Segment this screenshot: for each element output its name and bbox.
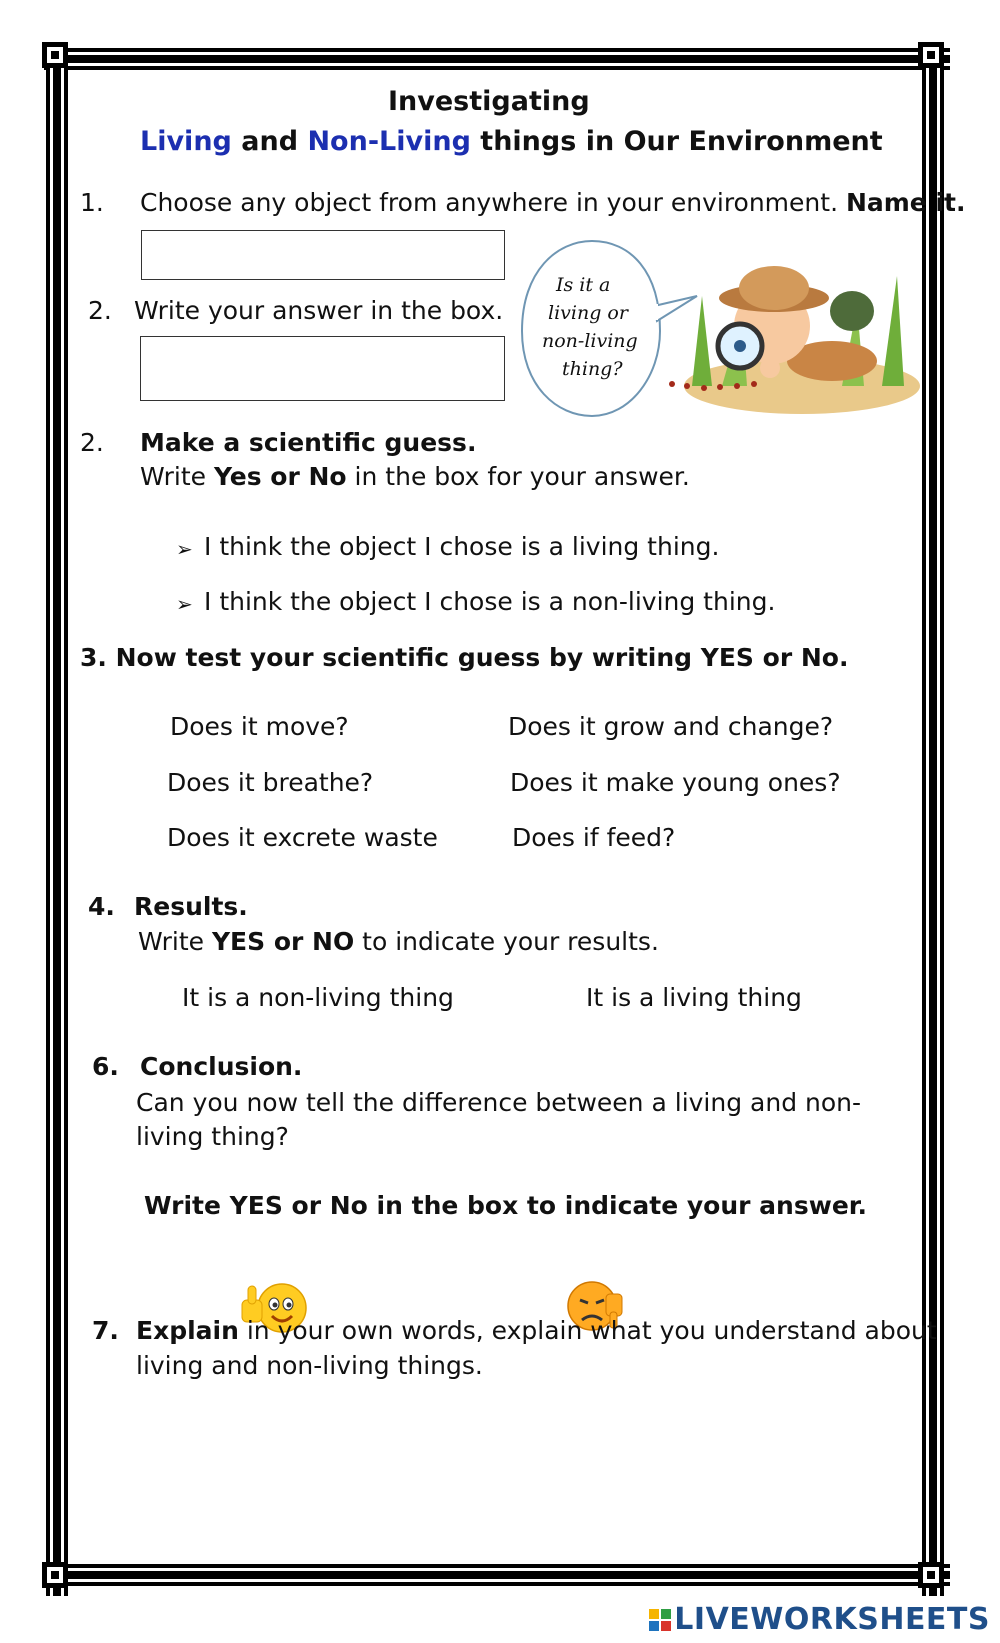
q7-line1 [136, 1316, 937, 1346]
q6-instruction: Write YES or No in the box to indicate your answer. [144, 1191, 868, 1220]
q2-instr-post: in the box for your answer. [346, 462, 690, 491]
bubble-line-3: non-living [542, 330, 638, 352]
frame-bottom-border [44, 1564, 950, 1586]
subtitle-rest: things in Our Environment [470, 126, 883, 157]
q7-line2: living and non-living things. [136, 1351, 483, 1380]
frame-left-border [46, 44, 68, 1596]
q7-number: 7. [92, 1316, 119, 1345]
subtitle-and: and [231, 126, 308, 157]
result-nonliving: It is a non-living thing [182, 983, 454, 1012]
q6-number: 6. [92, 1052, 119, 1081]
subtitle-living: Living [140, 126, 232, 157]
arrow-bullet-icon: ➢ [176, 592, 193, 616]
brand-text: LIVEWORKSHEETS [674, 1602, 990, 1637]
q4-number: 4. [88, 892, 115, 921]
test-question-breathe: Does it breathe? [167, 768, 374, 797]
bubble-line-1: Is it a [556, 274, 611, 296]
guess-nonliving-statement: I think the object I chose is a non-living thing. [204, 587, 776, 616]
test-question-young: Does it make young ones? [510, 768, 841, 797]
q2-instr-bold: Yes or No [213, 462, 347, 491]
liveworksheets-brand [649, 1602, 990, 1637]
q6-question-line2: living thing? [136, 1122, 289, 1151]
q2-heading: Make a scientific guess. [140, 428, 477, 457]
q4-instruction [138, 927, 659, 957]
worksheet-title: Investigating [388, 86, 590, 117]
guess-living-statement: I think the object I chose is a living thing. [204, 532, 720, 561]
q1-prompt: Choose any object from anywhere in your environment. [140, 188, 846, 217]
q1b-number: 2. [88, 296, 112, 325]
worksheet-subtitle [140, 126, 883, 158]
q7-line1-text: in your own words, explain what you understand about [238, 1316, 937, 1345]
q7-explain: Explain [136, 1316, 239, 1345]
q6-heading: Conclusion. [140, 1052, 303, 1081]
q1b-text: Write your answer in the box. [134, 296, 504, 325]
subtitle-nonliving: Non-Living [307, 126, 471, 157]
test-question-feed: Does if feed? [512, 823, 676, 852]
q2-number: 2. [80, 428, 104, 457]
answer-box[interactable] [140, 336, 505, 401]
test-question-excrete: Does it excrete waste [167, 823, 438, 852]
bubble-line-2: living or [548, 302, 628, 324]
frame-top-border [44, 48, 950, 70]
frame-corner-ornament [916, 1560, 946, 1590]
q1-text [140, 188, 966, 218]
result-living: It is a living thing [586, 983, 802, 1012]
q1-number: 1. [80, 188, 104, 217]
liveworksheets-logo-icon [649, 1609, 671, 1631]
q6-question-line1: Can you now tell the difference between a living and non- [136, 1088, 862, 1117]
frame-right-border [922, 44, 944, 1596]
bubble-line-4: thing? [562, 358, 623, 380]
q4-instr-post: to indicate your results. [354, 927, 659, 956]
frame-corner-ornament [40, 40, 70, 70]
arrow-bullet-icon: ➢ [176, 537, 193, 561]
test-question-move: Does it move? [170, 712, 349, 741]
q2-instr-pre: Write [140, 462, 214, 491]
q1-name-it: Name it. [845, 188, 966, 217]
frame-corner-ornament [916, 40, 946, 70]
q4-instr-bold: YES or NO [211, 927, 355, 956]
q3-heading: 3. Now test your scientific guess by writing YES or No. [80, 643, 849, 672]
q4-instr-pre: Write [138, 927, 212, 956]
q2-instruction [140, 462, 690, 492]
frame-corner-ornament [40, 1560, 70, 1590]
test-question-grow: Does it grow and change? [508, 712, 834, 741]
q4-heading: Results. [134, 892, 248, 921]
object-name-answer-box[interactable] [141, 230, 505, 280]
